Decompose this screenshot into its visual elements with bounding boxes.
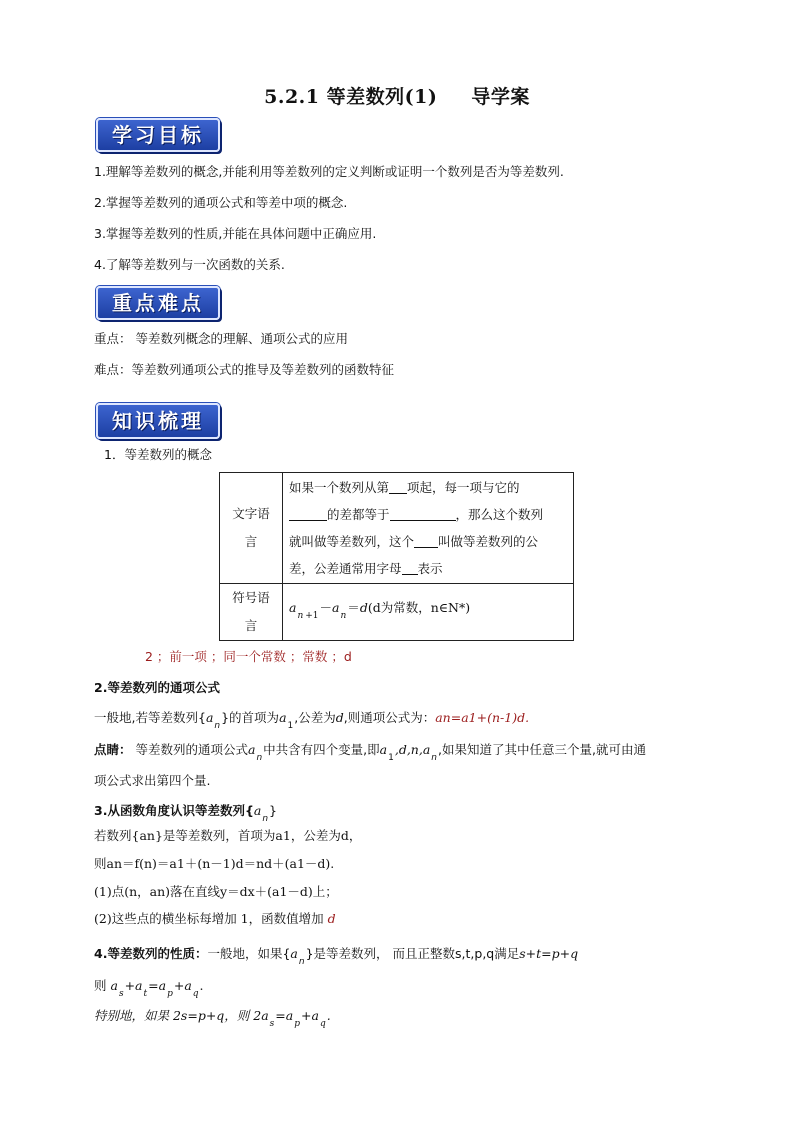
k3-line3: (1)点(n，an)落在直线y＝dx＋(a1－d)上； bbox=[94, 884, 338, 899]
k4-line1c: s+t=p+q bbox=[519, 946, 579, 961]
k2-tip-line2: 项公式求出第四个量. bbox=[94, 773, 211, 788]
symbol-language-body: $a_n$ $_{+1}-a_n=d(d$为常数，n∈N*) bbox=[283, 584, 574, 641]
knowledge-badge: 知识梳理 bbox=[96, 403, 220, 439]
symbol-language-label-text: 符号语言 bbox=[232, 590, 270, 633]
k2-general-a: 一般地,若等差数列{ bbox=[94, 710, 206, 725]
k3-line4a: (2)这些点的横坐标每增加 1，函数值增加 bbox=[94, 911, 328, 926]
objective-1: 1.理解等差数列的概念,并能利用等差数列的定义判断或证明一个数列是否为等差数列. bbox=[94, 164, 564, 179]
text-l3a: 就叫做等差数列，这个 bbox=[289, 534, 415, 549]
k2-tip-a: 等差数列的通项公式 bbox=[131, 742, 248, 757]
text-l1a: 如果一个数列从第 bbox=[289, 480, 390, 495]
k4-line3: 特别地，如果 2s=p+q，则 $2a_s=a_p+a_q$. bbox=[94, 1008, 331, 1029]
objective-4: 4.了解等差数列与一次函数的关系. bbox=[94, 257, 285, 272]
k2-tip-label: 点睛： bbox=[94, 742, 132, 757]
k2-tip: 点睛： 等差数列的通项公式$a_n$中共含有四个变量,即$a_1,d,n,a_n$,如果知道了其中任意三个量,就可由通 bbox=[94, 742, 646, 763]
k3-line2: 则an＝f(n)＝a1＋(n－1)d＝nd＋(a1－d). bbox=[94, 856, 335, 871]
page-title bbox=[0, 82, 794, 109]
k3-heading: 3.从函数角度认识等差数列$\{a_n\}$ bbox=[94, 803, 277, 824]
objective-2: 2.掌握等差数列的通项公式和等差中项的概念. bbox=[94, 195, 348, 210]
k2-general-b: }的首项为 bbox=[221, 710, 280, 725]
text-l4a: 差，公差通常用字母 bbox=[289, 561, 402, 576]
k3-line1: 若数列{an}是等差数列，首项为a1，公差为d， bbox=[94, 828, 362, 843]
k2-general-d: ,则通项公式为： bbox=[343, 710, 436, 725]
k3-line4 bbox=[94, 910, 336, 928]
text-language-label bbox=[220, 473, 283, 584]
k4-line1a: 一般地，如果{ bbox=[207, 946, 291, 961]
text-l1b: 项起，每一项与它的 bbox=[407, 480, 520, 495]
k1-heading: 1．等差数列的概念 bbox=[104, 447, 212, 462]
symbol-text: (d为常数，n∈N*) bbox=[367, 600, 471, 615]
k2-formula: an=a1+(n-1)d. bbox=[435, 710, 530, 725]
symbol-language-label bbox=[220, 584, 283, 641]
k1-answers: 2 ；前一项 ；同一个常数 ；常数 ；d bbox=[145, 649, 352, 664]
text-language-body bbox=[283, 473, 574, 584]
objectives-badge: 学习目标 bbox=[96, 118, 220, 152]
text-l2b: ，那么这个数列 bbox=[455, 507, 544, 522]
objective-3: 3.掌握等差数列的性质,并能在具体问题中正确应用. bbox=[94, 226, 377, 241]
k3-line4b: d bbox=[327, 911, 336, 926]
k4-line1b: }是等差数列， 而且正整数s,t,p,q满足 bbox=[305, 946, 520, 961]
k2-tip-c: ,如果知道了其中任意三个量,就可由通 bbox=[438, 742, 646, 757]
k4-line2: 则 $a_s+a_t=a_p+a_q$. bbox=[94, 978, 204, 999]
text-l4b: 表示 bbox=[417, 561, 443, 576]
k4-line2a: 则 bbox=[94, 978, 111, 993]
k4-line1: 4.等差数列的性质：一般地，如果$\{a_n\}$是等差数列， 而且正整数s,t,p,q满足s+t=p+q bbox=[94, 946, 579, 967]
k2-general-c: ,公差为 bbox=[294, 710, 336, 725]
k4-heading: 4.等差数列的性质： bbox=[94, 946, 208, 961]
k4-line2b: a bbox=[110, 978, 118, 993]
title-sub: 导学案 bbox=[471, 86, 530, 108]
title-main: 5.2.1 等差数列(1) bbox=[264, 86, 438, 108]
text-l3b: 叫做等差数列的公 bbox=[438, 534, 539, 549]
keypoint-difficult: 难点：等差数列通项公式的推导及等差数列的函数特征 bbox=[94, 362, 395, 377]
k2-tip-b: 中共含有四个变量,即 bbox=[263, 742, 380, 757]
text-language-label-text: 文字语言 bbox=[232, 506, 270, 549]
k2-general: 一般地,若等差数列$\{a_n\}$的首项为$a_1$,公差为d,则通项公式为：an=a1+(n-1)d. bbox=[94, 710, 530, 731]
keypoint-important: 重点： 等差数列概念的理解、通项公式的应用 bbox=[94, 331, 348, 346]
k3-heading-text: 3.从函数角度认识等差数列{ bbox=[94, 803, 254, 818]
concept-table bbox=[219, 472, 574, 641]
text-l2a: 的差都等于 bbox=[327, 507, 390, 522]
k4-line3-text: 特别地，如果 2s=p+q，则 2 bbox=[94, 1008, 262, 1023]
k2-heading: 2.等差数列的通项公式 bbox=[94, 680, 220, 695]
keypoints-badge: 重点难点 bbox=[96, 286, 220, 320]
